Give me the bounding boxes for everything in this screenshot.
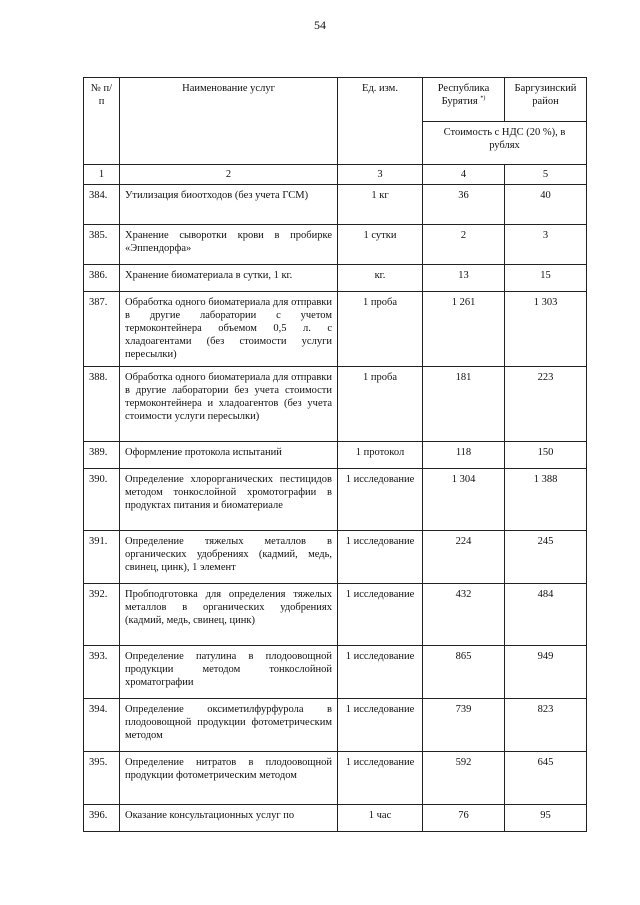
unit: 1 сутки	[338, 225, 423, 265]
header-republic-label: Республика Бурятия	[437, 83, 490, 107]
table-row	[84, 442, 587, 469]
service-name: Хранение сыворотки крови в пробирке «Эппендорфа»	[120, 225, 338, 265]
service-name: Обработка одного биоматериала для отправки в другие лаборатории без учета стоимости термоконтейнера и хладоагентов (без учета стоимости услуги пересылки)	[120, 367, 338, 442]
header-number: № п/п	[84, 78, 120, 165]
price-republic: 432	[423, 584, 505, 646]
unit: кг.	[338, 265, 423, 292]
row-number: 393.	[84, 646, 120, 699]
table-row	[84, 752, 587, 805]
price-republic: 2	[423, 225, 505, 265]
service-name: Хранение биоматериала в сутки, 1 кг.	[120, 265, 338, 292]
table-row	[84, 805, 587, 832]
price-district: 15	[505, 265, 587, 292]
table-row	[84, 469, 587, 531]
price-republic: 181	[423, 367, 505, 442]
column-number-5: 5	[505, 165, 587, 185]
row-number: 389.	[84, 442, 120, 469]
row-number: 396.	[84, 805, 120, 832]
table-row	[84, 265, 587, 292]
row-number: 394.	[84, 699, 120, 752]
row-number: 387.	[84, 292, 120, 367]
service-name: Определение тяжелых металлов в органических удобрениях (кадмий, медь, свинец, цинк), 1 элемент	[120, 531, 338, 584]
price-district: 949	[505, 646, 587, 699]
price-republic: 118	[423, 442, 505, 469]
service-name: Пробподготовка для определения тяжелых металлов в органических удобрениях (кадмий, медь, свинец, цинк)	[120, 584, 338, 646]
column-number-1: 1	[84, 165, 120, 185]
page-number: 54	[314, 18, 326, 32]
price-district: 1 303	[505, 292, 587, 367]
table-row	[84, 292, 587, 367]
service-name: Обработка одного биоматериала для отправки в другие лаборатории с учетом термоконтейнера объемом 0,5 л. с хладоагентами (без стоимости услуги пересылки)	[120, 292, 338, 367]
service-name: Определение оксиметилфурфурола в плодоовощной продукции фотометрическим методом	[120, 699, 338, 752]
unit: 1 проба	[338, 367, 423, 442]
row-number: 391.	[84, 531, 120, 584]
service-name: Утилизация биоотходов (без учета ГСМ)	[120, 185, 338, 225]
unit: 1 исследование	[338, 752, 423, 805]
row-number: 395.	[84, 752, 120, 805]
price-district: 40	[505, 185, 587, 225]
price-republic: 224	[423, 531, 505, 584]
header-republic-footnote: *)	[480, 95, 486, 102]
column-number-row	[84, 165, 587, 185]
header-republic	[423, 78, 505, 122]
price-district: 645	[505, 752, 587, 805]
row-number: 385.	[84, 225, 120, 265]
service-name: Определение нитратов в плодоовощной продукции фотометрическим методом	[120, 752, 338, 805]
unit: 1 час	[338, 805, 423, 832]
header-row	[84, 78, 587, 122]
price-district: 823	[505, 699, 587, 752]
row-number: 388.	[84, 367, 120, 442]
service-name: Оформление протокола испытаний	[120, 442, 338, 469]
header-district: Баргузинский район	[505, 78, 587, 122]
price-republic: 865	[423, 646, 505, 699]
table-row	[84, 367, 587, 442]
column-number-3: 3	[338, 165, 423, 185]
row-number: 386.	[84, 265, 120, 292]
price-district: 1 388	[505, 469, 587, 531]
row-number: 392.	[84, 584, 120, 646]
header-price-note: Стоимость с НДС (20 %), в рублях	[423, 122, 587, 165]
unit: 1 исследование	[338, 469, 423, 531]
table-row	[84, 225, 587, 265]
price-district: 484	[505, 584, 587, 646]
price-republic: 1 261	[423, 292, 505, 367]
unit: 1 исследование	[338, 584, 423, 646]
unit: 1 протокол	[338, 442, 423, 469]
price-republic: 592	[423, 752, 505, 805]
table-row	[84, 584, 587, 646]
price-republic: 76	[423, 805, 505, 832]
column-number-2: 2	[120, 165, 338, 185]
price-republic: 739	[423, 699, 505, 752]
unit: 1 исследование	[338, 531, 423, 584]
unit: 1 кг	[338, 185, 423, 225]
price-table	[83, 77, 587, 832]
price-district: 223	[505, 367, 587, 442]
unit: 1 проба	[338, 292, 423, 367]
unit: 1 исследование	[338, 699, 423, 752]
row-number: 390.	[84, 469, 120, 531]
price-district: 95	[505, 805, 587, 832]
table-row	[84, 699, 587, 752]
price-republic: 1 304	[423, 469, 505, 531]
price-district: 245	[505, 531, 587, 584]
service-name: Определение патулина в плодоовощной продукции методом тонкослойной хроматографии	[120, 646, 338, 699]
table-row	[84, 185, 587, 225]
service-name: Оказание консультационных услуг по	[120, 805, 338, 832]
unit: 1 исследование	[338, 646, 423, 699]
table-row	[84, 531, 587, 584]
header-unit: Ед. изм.	[338, 78, 423, 165]
service-name: Определение хлорорганических пестицидов методом тонкослойной хромотографии в продуктах питания и биоматериале	[120, 469, 338, 531]
column-number-4: 4	[423, 165, 505, 185]
price-district: 150	[505, 442, 587, 469]
price-district: 3	[505, 225, 587, 265]
price-republic: 13	[423, 265, 505, 292]
table-row	[84, 646, 587, 699]
header-service-name: Наименование услуг	[120, 78, 338, 165]
price-republic: 36	[423, 185, 505, 225]
row-number: 384.	[84, 185, 120, 225]
